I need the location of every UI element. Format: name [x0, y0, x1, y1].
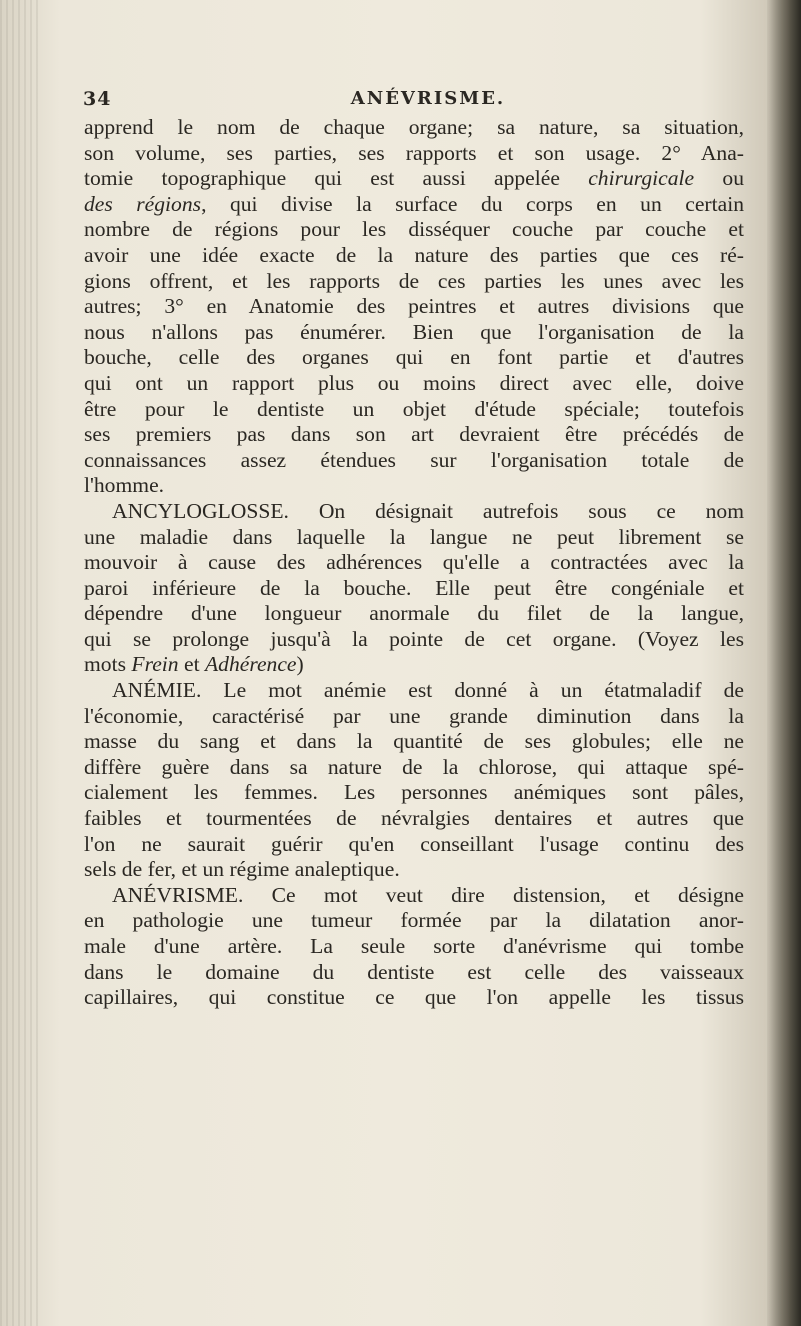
text-line: male d'une artère. La seule sorte d'anévrisme qui tombe [84, 934, 744, 958]
text-line: diffère guère dans sa nature de la chlorose, qui attaque spé- [84, 754, 744, 779]
text-line: être pour le dentiste un objet d'étude spéciale; toutefois [84, 396, 744, 421]
text-line: qui ont un rapport plus ou moins direct avec elle, doive [84, 370, 744, 395]
text-line: cialement les femmes. Les personnes anémiques sont pâles, [84, 780, 744, 805]
text-line: l'économie, caractérisé par une grande diminution dans la [84, 703, 744, 728]
italic-text: Frein [131, 652, 179, 677]
text-line: nombre de régions pour les disséquer couche par couche et [84, 217, 744, 242]
text-line [84, 166, 744, 192]
text-line: l'homme. [84, 473, 165, 498]
text-line [84, 652, 744, 678]
text-line: connaissances assez étendues sur l'organisation totale de [84, 447, 744, 472]
running-head [83, 88, 743, 114]
text-line: dépendre d'une longueur anormale du filet de la langue, [84, 601, 744, 626]
text-line: apprend le nom de chaque organe; sa nature, sa situation, [84, 115, 744, 139]
text-line: dans le domaine du dentiste est celle des vaisseaux [84, 959, 744, 984]
text-line: son volume, ses parties, ses rapports et son usage. 2° Ana- [84, 140, 744, 165]
text-run: tomie topographique qui est aussi appelée [84, 166, 589, 191]
text-line: ANÉVRISME. Ce mot veut dire distension, et désigne [112, 882, 744, 907]
binding-edge [0, 0, 42, 1326]
text-line: nous n'allons pas énumérer. Bien que l'organisation de la [84, 319, 744, 344]
text-run: ) [296, 652, 304, 677]
text-line: masse du sang et dans la quantité de ses globules; elle ne [84, 729, 744, 754]
text-line: une maladie dans laquelle la langue ne peut librement se [84, 524, 744, 549]
text-line: ANCYLOGLOSSE. On désignait autrefois sous ce nom [112, 498, 744, 523]
text-run: mots [84, 652, 132, 677]
text-run: ou [694, 166, 744, 191]
text-line: ses premiers pas dans son art devraient être précédés de [84, 422, 744, 447]
italic-text: chirurgicale [588, 166, 695, 191]
text-line: l'on ne saurait guérir qu'en conseillant l'usage continu des [84, 831, 744, 856]
text-line: capillaires, qui constitue ce que l'on appelle les tissus [84, 985, 744, 1010]
text-line: en pathologie une tumeur formée par la dilatation anor- [84, 908, 744, 933]
text-line: autres; 3° en Anatomie des peintres et autres divisions que [84, 294, 744, 319]
text-line: bouche, celle des organes qui en font partie et d'autres [84, 345, 744, 370]
body-text [84, 115, 744, 1011]
text-run: , qui divise la surface du corps en un certain [201, 191, 744, 216]
page-edge-shadow [767, 0, 801, 1326]
text-line: qui se prolonge jusqu'à la pointe de cet organe. (Voyez les [84, 626, 744, 651]
text-line: gions offrent, et les rapports de ces parties les unes avec les [84, 268, 744, 293]
text-line: faibles et tourmentées de névralgies dentaires et autres que [84, 806, 744, 831]
text-line: ANÉMIE. Le mot anémie est donné à un étatmaladif de [112, 678, 744, 703]
page-number: 34 [83, 88, 112, 110]
text-line [84, 192, 744, 218]
text-run: et [178, 652, 205, 677]
text-line: mouvoir à cause des adhérences qu'elle a contractées avec la [84, 550, 744, 575]
running-title: ANÉVRISME. [350, 88, 506, 109]
text-line: sels de fer, et un régime analeptique. [84, 857, 400, 882]
italic-text: Adhérence [204, 652, 297, 677]
text-line: paroi inférieure de la bouche. Elle peut être congéniale et [84, 575, 744, 600]
text-line: avoir une idée exacte de la nature des parties que ces ré- [84, 242, 744, 267]
italic-text: des régions [84, 191, 202, 216]
